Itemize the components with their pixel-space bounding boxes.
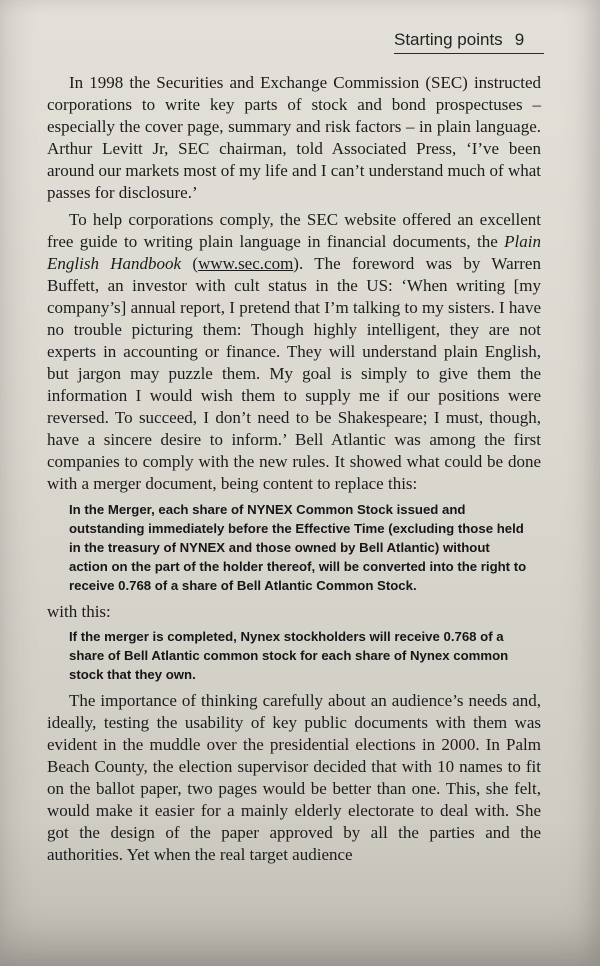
with-this-label: with this: (47, 602, 111, 621)
paragraph-palm-beach: The importance of thinking carefully about an audience’s needs and, ideally, testing the usability of key public documents with them was evident in the muddle over the presidential elections in 2000. In Palm Beach County, the election supervisor decided that with 10 names to fit on the ballot paper, two pages would be better than one. This, she felt, would make it easier for a mainly elderly electorate to deal with. She got the design of the paper approved by all the parties and the authorities. Yet when the real target audience (47, 691, 541, 864)
paragraph-sec-rules: In 1998 the Securities and Exchange Commission (SEC) instructed corporations to write key parts of stock and bond prospectuses – especially the cover page, summary and risk factors – in plain language. Arthur Levitt Jr, SEC chairman, told Associated Press, ‘I’ve been around our markets most of my life and I can’t understand much of what passes for disclosure.’ (47, 73, 541, 202)
handbook-rest: ). The foreword was by Warren Buffett, an investor with cult status in the US: ‘When writing [my company’s] annual report, I pretend that I’m talking to my sisters. I have no trouble picturing them: Though highly intelligent, they are not experts in accounting or finance. They will understand plain English, but jargon may puzzle them. My goal is simply to give them the information I would wish them to supply me if our positions were reversed. To succeed, I don’t need to be Shakespeare; I must, though, have a sincere desire to inform.’ Bell Atlantic was among the first companies to comply with the new rules. It showed what could be done with a merger document, being content to replace this: (47, 254, 541, 493)
original-merger-text: In the Merger, each share of NYNEX Common Stock issued and outstanding immediately before the Effective Time (excluding those held in the treasury of NYNEX and those owned by Bell Atlantic) without action on the part of the holder thereof, will be converted into the right to receive 0.768 of a share of Bell Atlantic Common Stock. (69, 502, 527, 593)
body-text (47, 72, 541, 871)
running-header (394, 30, 544, 54)
sec-website-link[interactable]: www.sec.com (198, 254, 294, 273)
paragraph-plain-english-handbook (47, 209, 541, 495)
handbook-intro: To help corporations comply, the SEC website offered an excellent free guide to writing plain language in financial documents, the (47, 210, 541, 251)
paren-open: ( (192, 254, 199, 273)
page-number: 9 (514, 30, 525, 49)
plain-merger-text: If the merger is completed, Nynex stockholders will receive 0.768 of a share of Bell Atlantic common stock for each share of Nynex common stock that they own. (69, 629, 509, 682)
handbook-title: Plain English Handbook (47, 232, 542, 273)
section-title: Starting points (394, 30, 503, 49)
